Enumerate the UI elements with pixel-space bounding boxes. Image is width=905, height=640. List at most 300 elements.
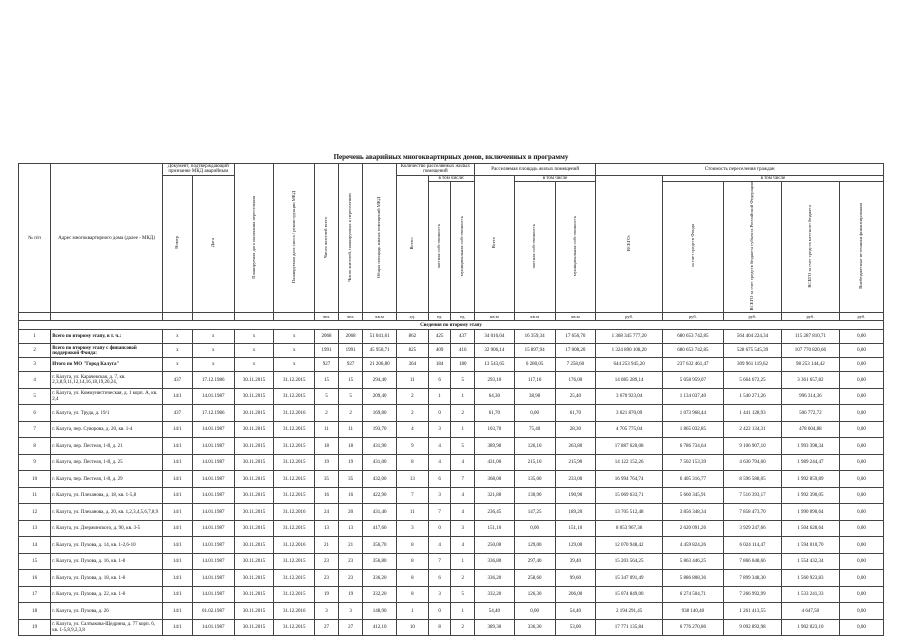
- table-cell: 11: [338, 421, 363, 438]
- table-cell: 2 194 291,45: [596, 603, 663, 620]
- table-cell: 3: [451, 520, 475, 537]
- table-cell: 3: [428, 421, 451, 438]
- table-cell: 8: [396, 454, 428, 471]
- table-cell: 31.12.2015: [274, 438, 315, 455]
- table-cell: 6 024 114,47: [724, 537, 782, 554]
- table-cell: 3: [315, 603, 339, 620]
- table-cell: 14.01.1987: [192, 553, 234, 570]
- unit-cell: ед.: [451, 313, 475, 321]
- table-cell: 184: [428, 358, 451, 372]
- table-cell: 1: [451, 553, 475, 570]
- table-cell: 0,00: [839, 570, 883, 587]
- address-cell: г. Калуга, ул. Плеханова, д. 20, кв. 1,2,3,4,5,6,7,8,9: [51, 504, 163, 521]
- table-cell: 3 361 657,82: [781, 372, 839, 389]
- table-cell: 4: [19, 372, 51, 389]
- document-title: Перечень аварийных многоквартирных домов, включенных в программу: [333, 153, 569, 161]
- table-cell: 21: [315, 537, 339, 554]
- table-cell: 5 660 345,91: [662, 487, 723, 504]
- table-row: [19, 438, 884, 455]
- table-cell: 14.01.1987: [192, 421, 234, 438]
- table-cell: 16: [338, 487, 363, 504]
- table-cell: 4 630 794,60: [724, 454, 782, 471]
- table-cell: 99,60: [555, 570, 596, 587]
- header-cost-total: ВСЕГО:: [596, 175, 663, 313]
- table-cell: 0,00: [839, 520, 883, 537]
- header-planned-demolish: Планируемая дата сноса / реконструкции МКД: [274, 164, 315, 313]
- table-cell: 2: [338, 405, 363, 422]
- table-cell: 0,00: [839, 603, 883, 620]
- header-residents-to-move: Число жителей, планируемых к переселению: [338, 164, 363, 313]
- table-cell: 117,10: [514, 372, 555, 389]
- table-cell: 927: [338, 358, 363, 372]
- table-cell: 11: [396, 504, 428, 521]
- table-cell: 825: [396, 344, 428, 358]
- table-cell: 4 705 775,04: [596, 421, 663, 438]
- table-cell: 8: [396, 537, 428, 554]
- table-cell: 30.11.2015: [234, 438, 274, 455]
- table-cell: 115 287 810,71: [781, 330, 839, 344]
- table-cell: 15: [315, 372, 339, 389]
- table-cell: 938 140,40: [662, 603, 723, 620]
- table-cell: х: [162, 344, 192, 358]
- table-cell: 7: [451, 471, 475, 488]
- table-cell: 564 404 224,34: [724, 330, 782, 344]
- table-cell: 38,90: [514, 388, 555, 405]
- table-cell: 14.01.1987: [192, 471, 234, 488]
- table-cell: 425: [428, 330, 451, 344]
- table-cell: 31.12.2016: [274, 537, 315, 554]
- table-cell: 9 092 892,98: [724, 619, 782, 636]
- table-cell: 14/1: [162, 421, 192, 438]
- header-residents: Число жителей всего: [315, 164, 339, 313]
- unit-cell: [19, 313, 51, 321]
- table-cell: 332,20: [363, 586, 396, 603]
- address-cell: г. Калуга, ул. Карачевская, д. 7, кв. 2,3,8,9,11,12,14,16,18,19,20,24,: [51, 372, 163, 389]
- table-cell: 3: [338, 603, 363, 620]
- table-cell: 14.01.1987: [192, 388, 234, 405]
- unit-cell: кв.м: [475, 313, 515, 321]
- unit-cell: кв.м: [555, 313, 596, 321]
- table-cell: 0,00: [839, 454, 883, 471]
- table-cell: 7 858 473,70: [724, 504, 782, 521]
- table-cell: 258,60: [514, 570, 555, 587]
- table-cell: 644 253 945,20: [596, 358, 663, 372]
- table-cell: 14.01.1987: [192, 438, 234, 455]
- unit-cell: ед.: [396, 313, 428, 321]
- header-area-total: Всего: [475, 175, 515, 313]
- table-row: [19, 388, 884, 405]
- table-cell: 4: [451, 504, 475, 521]
- table-cell: 7: [428, 553, 451, 570]
- table-cell: 4: [451, 487, 475, 504]
- table-cell: 16: [315, 487, 339, 504]
- table-cell: 0,00: [839, 553, 883, 570]
- table-cell: 927: [315, 358, 339, 372]
- header-rooms-private: частная собственность: [428, 181, 451, 313]
- table-cell: х: [234, 330, 274, 344]
- address-cell: г. Калуга, пер. Пестеля, 1-й, д. 29: [51, 471, 163, 488]
- table-cell: 7 899 348,30: [724, 570, 782, 587]
- table-cell: 1991: [338, 344, 363, 358]
- table-cell: 13 705 512,48: [596, 504, 663, 521]
- table-cell: 0,00: [839, 619, 883, 636]
- unit-cell: [162, 313, 192, 321]
- address-cell: Всего по второму этапу, в т. ч.:: [51, 330, 163, 344]
- table-cell: 5: [451, 438, 475, 455]
- table-body: [19, 321, 884, 636]
- table-row: [19, 504, 884, 521]
- table-cell: 3 856 348,34: [662, 504, 723, 521]
- table-cell: 1 324 890 108,20: [596, 344, 663, 358]
- table-cell: 21: [338, 537, 363, 554]
- header-doc-date: Дата: [192, 175, 234, 313]
- table-cell: 9: [19, 454, 51, 471]
- table-cell: 3: [428, 487, 451, 504]
- table-cell: 2: [451, 405, 475, 422]
- table-cell: 98 253 144,42: [781, 358, 839, 372]
- table-cell: 5: [315, 388, 339, 405]
- address-cell: г. Калуга, ул. Плеханова, д. 18, кв. 1-5,8: [51, 487, 163, 504]
- table-cell: 1 073 968,44: [662, 405, 723, 422]
- table-cell: 31.12.2016: [274, 405, 315, 422]
- table-row: [19, 586, 884, 603]
- table-cell: 135,00: [514, 471, 555, 488]
- table-cell: 8 053 967,36: [596, 520, 663, 537]
- table-cell: 7: [19, 421, 51, 438]
- table-cell: 13: [338, 520, 363, 537]
- table-cell: 6: [428, 372, 451, 389]
- emergency-houses-table: [18, 163, 884, 636]
- table-cell: 336,30: [514, 619, 555, 636]
- table-cell: 680 653 742,85: [662, 344, 723, 358]
- table-row: [19, 372, 884, 389]
- table-cell: 180: [451, 358, 475, 372]
- table-cell: 2: [19, 344, 51, 358]
- table-cell: 130,90: [514, 487, 555, 504]
- table-cell: 3 929 247,66: [724, 520, 782, 537]
- table-cell: 14 085 289,14: [596, 372, 663, 389]
- unit-cell: [192, 313, 234, 321]
- table-cell: 169,80: [363, 405, 396, 422]
- table-cell: 39,40: [555, 553, 596, 570]
- table-cell: 31.12.2015: [274, 586, 315, 603]
- table-cell: 1: [451, 421, 475, 438]
- table-cell: 12: [19, 504, 51, 521]
- table-cell: 176,00: [555, 372, 596, 389]
- table-cell: 15: [19, 553, 51, 570]
- table-cell: 6 280,05: [514, 358, 555, 372]
- table-cell: 0,00: [839, 471, 883, 488]
- table-cell: 416: [451, 344, 475, 358]
- table-cell: 206,00: [555, 586, 596, 603]
- table-cell: 17.12.1986: [192, 372, 234, 389]
- table-cell: 31.12.2016: [274, 603, 315, 620]
- table-cell: 5: [451, 586, 475, 603]
- table-cell: 13 543,65: [475, 358, 515, 372]
- table-cell: 15 069 633,71: [596, 487, 663, 504]
- table-cell: 506 772,72: [781, 405, 839, 422]
- table-cell: 126,10: [514, 438, 555, 455]
- table-cell: 6 274 504,71: [662, 586, 723, 603]
- unit-cell: руб.: [781, 313, 839, 321]
- table-cell: 0,00: [514, 603, 555, 620]
- header-rooms-group: Количество расселяемых жилых помещений: [396, 164, 474, 176]
- table-cell: 151,10: [475, 520, 515, 537]
- table-cell: 193,70: [363, 421, 396, 438]
- address-cell: г. Калуга, ул. Труда, д. 19/1: [51, 405, 163, 422]
- table-cell: 6 776 270,86: [662, 619, 723, 636]
- table-cell: 1 368 345 777,20: [596, 330, 663, 344]
- table-cell: 17 887 620,08: [596, 438, 663, 455]
- table-cell: 16 994 764,74: [596, 471, 663, 488]
- address-cell: г. Калуга, ул. Салтыкова-Щедрина, д. 77 корп. 6, кв. 1-5,8,9,2,3,8: [51, 619, 163, 636]
- table-cell: х: [274, 358, 315, 372]
- table-cell: 31.12.2015: [274, 454, 315, 471]
- table-cell: 336,20: [363, 570, 396, 587]
- table-cell: 14 122 152,26: [596, 454, 663, 471]
- address-cell: г. Калуга, ул. Дзержинского, д. 90, кв. 3-5: [51, 520, 163, 537]
- header-rooms-total: Всего:: [396, 175, 428, 313]
- table-cell: 14/1: [162, 603, 192, 620]
- header-area-municipal: муниципальная собственность: [555, 181, 596, 313]
- table-cell: 336,20: [475, 570, 515, 587]
- table-cell: 14/1: [162, 619, 192, 636]
- table-cell: 0,00: [839, 438, 883, 455]
- header-document: Документ, подтверждающий признание МКД аварийным: [162, 164, 234, 176]
- table-row: [19, 570, 884, 587]
- table-row: [19, 471, 884, 488]
- table-cell: 30.11.2015: [234, 603, 274, 620]
- table-cell: 336,80: [475, 553, 515, 570]
- table-cell: 11: [315, 421, 339, 438]
- table-cell: 1 560 923,83: [781, 570, 839, 587]
- table-cell: 18: [338, 438, 363, 455]
- table-cell: х: [192, 358, 234, 372]
- header-no: № п/п: [19, 164, 51, 313]
- table-cell: 0,00: [839, 586, 883, 603]
- unit-cell: руб.: [662, 313, 723, 321]
- table-cell: х: [234, 344, 274, 358]
- table-cell: 31.12.2015: [274, 388, 315, 405]
- table-cell: 11: [19, 487, 51, 504]
- table-cell: 31.12.2015: [274, 619, 315, 636]
- table-cell: 233,00: [555, 471, 596, 488]
- table-cell: 19: [19, 619, 51, 636]
- table-cell: 4 647,50: [781, 603, 839, 620]
- table-cell: 129,00: [514, 537, 555, 554]
- table-cell: 64,30: [475, 388, 515, 405]
- table-cell: 1 989 244,47: [781, 454, 839, 471]
- table-cell: 16: [19, 570, 51, 587]
- table-cell: 35: [338, 471, 363, 488]
- table-cell: 28,30: [555, 421, 596, 438]
- table-cell: 7 866 648,66: [724, 553, 782, 570]
- table-cell: 16 359,34: [514, 330, 555, 344]
- table-row: [19, 454, 884, 471]
- table-cell: 107 770 820,66: [781, 344, 839, 358]
- table-cell: 31.12.2015: [274, 372, 315, 389]
- table-cell: 389,90: [475, 438, 515, 455]
- table-cell: 35: [315, 471, 339, 488]
- table-cell: 14/1: [162, 487, 192, 504]
- table-cell: 15: [338, 372, 363, 389]
- table-cell: 7 258,60: [555, 358, 596, 372]
- unit-cell: чел.: [315, 313, 339, 321]
- table-cell: 19: [315, 454, 339, 471]
- table-cell: х: [192, 330, 234, 344]
- table-cell: 3: [428, 586, 451, 603]
- table-cell: 1 902 023,10: [781, 619, 839, 636]
- table-cell: 1 594 010,70: [781, 537, 839, 554]
- table-cell: 1 992 390,05: [781, 487, 839, 504]
- table-cell: 15 347 091,49: [596, 570, 663, 587]
- table-row: [19, 405, 884, 422]
- unit-cell: [274, 313, 315, 321]
- table-cell: 293,10: [475, 372, 515, 389]
- table-cell: 0,00: [839, 358, 883, 372]
- table-cell: 0,00: [839, 504, 883, 521]
- unit-cell: ед.: [428, 313, 451, 321]
- table-cell: 4: [428, 454, 451, 471]
- table-cell: 5 863 446,25: [662, 553, 723, 570]
- table-cell: 14/1: [162, 504, 192, 521]
- table-cell: 34 016,04: [475, 330, 515, 344]
- table-cell: 1991: [315, 344, 339, 358]
- header-cost-local: ВСЕГО за счет средств местного бюджета: [781, 181, 839, 313]
- table-row: [19, 553, 884, 570]
- table-cell: 2: [315, 405, 339, 422]
- table-cell: 297,40: [514, 553, 555, 570]
- table-cell: 126,30: [514, 586, 555, 603]
- table-cell: 30.11.2015: [234, 372, 274, 389]
- address-cell: г. Калуга, ул. Пухова, д. 16, кв. 1-8: [51, 553, 163, 570]
- table-cell: 412,10: [363, 619, 396, 636]
- table-cell: х: [192, 344, 234, 358]
- table-cell: 27: [315, 619, 339, 636]
- table-cell: 1 134 037,40: [662, 388, 723, 405]
- table-cell: 8: [428, 619, 451, 636]
- address-cell: г. Калуга, ул. Пухова, д. 26: [51, 603, 163, 620]
- table-cell: 0,00: [839, 344, 883, 358]
- table-cell: 1 540 271,26: [724, 388, 782, 405]
- table-cell: 2: [451, 619, 475, 636]
- table-cell: 30.11.2015: [234, 504, 274, 521]
- table-cell: 14.01.1987: [192, 520, 234, 537]
- table-cell: х: [274, 330, 315, 344]
- table-cell: 19: [338, 454, 363, 471]
- table-cell: 1 533 241,33: [781, 586, 839, 603]
- table-row: [19, 421, 884, 438]
- table-cell: 6: [428, 570, 451, 587]
- table-cell: 437: [162, 405, 192, 422]
- table-cell: 14/1: [162, 570, 192, 587]
- address-cell: г. Калуга, ул. Пухова, д. 14, кв. 1-2,6-10: [51, 537, 163, 554]
- header-doc-number: Номер: [162, 175, 192, 313]
- table-cell: 237 632 461,47: [662, 358, 723, 372]
- table-row: [19, 619, 884, 636]
- table-cell: 250,00: [475, 537, 515, 554]
- table-cell: 6 405 316,77: [662, 471, 723, 488]
- table-row: [19, 487, 884, 504]
- table-row: [19, 520, 884, 537]
- table-cell: 528 675 545,39: [724, 344, 782, 358]
- table-cell: 0,00: [839, 330, 883, 344]
- table-cell: 17: [19, 586, 51, 603]
- table-cell: 209,40: [363, 388, 396, 405]
- table-cell: 23: [315, 553, 339, 570]
- document-sheet: [18, 151, 884, 633]
- table-cell: 54,40: [555, 603, 596, 620]
- table-cell: 431,00: [363, 454, 396, 471]
- table-cell: 294,40: [363, 372, 396, 389]
- table-cell: 422,90: [363, 487, 396, 504]
- table-cell: 1 261 413,55: [724, 603, 782, 620]
- table-cell: 263,80: [555, 438, 596, 455]
- table-cell: 4: [428, 537, 451, 554]
- table-cell: 31.12.2015: [274, 421, 315, 438]
- table-cell: 0,00: [839, 537, 883, 554]
- header-cost-extra: Внебюджетные источники финансирования: [839, 181, 883, 313]
- table-cell: 368,00: [475, 471, 515, 488]
- table-cell: х: [274, 344, 315, 358]
- table-cell: 417,60: [363, 520, 396, 537]
- table-cell: 389,30: [475, 619, 515, 636]
- table-cell: 6: [428, 471, 451, 488]
- table-cell: 4: [451, 454, 475, 471]
- table-cell: 0: [428, 603, 451, 620]
- table-cell: 189,20: [555, 504, 596, 521]
- table-cell: 30.11.2015: [234, 586, 274, 603]
- table-cell: 6: [19, 405, 51, 422]
- table-cell: 1 993 398,34: [781, 438, 839, 455]
- table-cell: 14/1: [162, 438, 192, 455]
- header-area-group: Расселяемая площадь жилых помещений: [475, 164, 596, 176]
- table-cell: х: [234, 358, 274, 372]
- table-cell: 1 504 628,64: [781, 520, 839, 537]
- table-cell: 30.11.2015: [234, 487, 274, 504]
- table-cell: 356,70: [363, 537, 396, 554]
- table-cell: 14/1: [162, 388, 192, 405]
- section-title: Сведения по второму этапу: [19, 321, 884, 330]
- table-cell: 3 670 923,04: [596, 388, 663, 405]
- table-cell: 18: [315, 438, 339, 455]
- table-cell: 236,45: [475, 504, 515, 521]
- table-cell: 1: [19, 330, 51, 344]
- table-cell: 14.01.1987: [192, 537, 234, 554]
- table-cell: 1 992 859,89: [781, 471, 839, 488]
- table-cell: 1: [396, 603, 428, 620]
- table-cell: 431,40: [363, 504, 396, 521]
- table-cell: 25,40: [555, 388, 596, 405]
- table-cell: 53,00: [555, 619, 596, 636]
- table-cell: 215,90: [555, 454, 596, 471]
- table-cell: 0,00: [839, 487, 883, 504]
- table-cell: 14/1: [162, 537, 192, 554]
- table-cell: 4: [428, 438, 451, 455]
- header-planned-resettle: Планируемая дата окончания переселения: [234, 164, 274, 313]
- table-cell: 14/1: [162, 553, 192, 570]
- table-cell: 8 596 588,05: [724, 471, 782, 488]
- table-cell: 0,00: [839, 372, 883, 389]
- table-cell: 14: [19, 537, 51, 554]
- table-cell: 8: [396, 586, 428, 603]
- unit-cell: руб.: [724, 313, 782, 321]
- table-cell: х: [162, 358, 192, 372]
- header-cost-fund: за счет средств Фонда: [662, 181, 723, 313]
- address-cell: Итого по МО "Город Калуга": [51, 358, 163, 372]
- address-cell: г. Калуга, пер. Пестеля, 1-й, д. 25: [51, 454, 163, 471]
- table-cell: 2068: [315, 330, 339, 344]
